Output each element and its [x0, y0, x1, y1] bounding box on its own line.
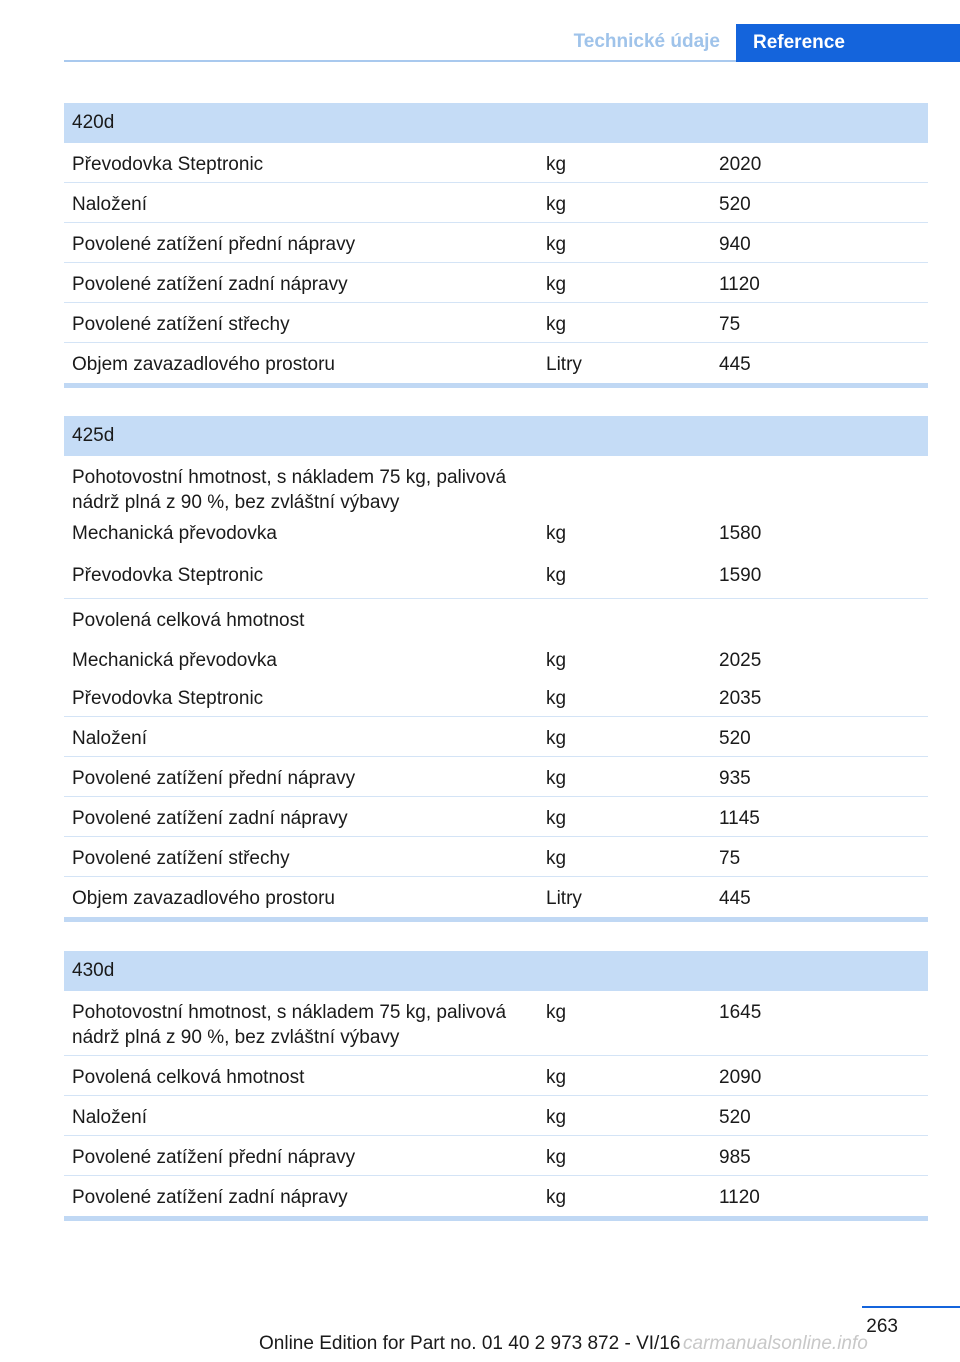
row-label: Naložení: [72, 1107, 147, 1128]
table-row: [64, 223, 928, 263]
row-label: Povolená celková hmotnost: [72, 610, 305, 631]
watermark-text: carmanualsonline.info: [683, 1333, 868, 1354]
row-label: Povolené zatížení přední nápravy: [72, 234, 356, 255]
table-row: [64, 1096, 928, 1136]
row-label: Povolené zatížení střechy: [72, 314, 290, 335]
row-value: 2025: [719, 650, 762, 671]
footer-accent-line: [862, 1306, 960, 1308]
header-tab-reference[interactable]: Reference: [736, 24, 960, 62]
row-unit: kg: [546, 808, 567, 829]
row-unit: kg: [546, 523, 567, 544]
row-value: 2035: [719, 688, 762, 709]
row-unit: kg: [546, 1107, 567, 1128]
page-number: 263: [866, 1316, 898, 1337]
row-label: Pohotovostní hmotnost, s nákladem 75 kg, palivová nádrž plná z 90 %, bez zvláštní výbavy: [72, 467, 507, 513]
row-label: Převodovka Steptronic: [72, 565, 264, 586]
table-title: 420d: [64, 103, 928, 143]
table-row: [64, 343, 928, 383]
row-value: 2090: [719, 1067, 762, 1088]
table-row: [64, 599, 928, 639]
row-label: Naložení: [72, 194, 147, 215]
row-unit: kg: [546, 688, 567, 709]
row-unit: kg: [546, 154, 567, 175]
table-row: [64, 559, 928, 599]
row-label: Pohotovostní hmotnost, s nákladem 75 kg, palivová nádrž plná z 90 %, bez zvláštní výbavy: [72, 1002, 507, 1048]
row-label: Povolené zatížení přední nápravy: [72, 1147, 356, 1168]
row-label: Převodovka Steptronic: [72, 154, 264, 175]
table-title: 430d: [64, 951, 928, 991]
table-row: [64, 797, 928, 837]
row-value: 1145: [719, 808, 760, 829]
table-row: [64, 837, 928, 877]
row-value: 520: [719, 728, 751, 749]
row-label: Povolené zatížení střechy: [72, 848, 290, 869]
row-label: Povolené zatížení přední nápravy: [72, 768, 356, 789]
table-row: [64, 877, 928, 917]
row-unit: kg: [546, 194, 567, 215]
row-unit: kg: [546, 1187, 567, 1208]
row-value: 1645: [719, 1002, 762, 1023]
row-label: Povolené zatížení zadní nápravy: [72, 274, 348, 295]
row-value: 1580: [719, 523, 762, 544]
table-row: [64, 143, 928, 183]
table-row: [64, 303, 928, 343]
table-row: [64, 456, 928, 521]
row-value: 520: [719, 1107, 751, 1128]
row-value: 1590: [719, 565, 762, 586]
header-section-title: Technické údaje: [573, 31, 720, 52]
row-unit: Litry: [546, 888, 582, 909]
row-label: Objem zavazadlového prostoru: [72, 354, 335, 375]
row-unit: Litry: [546, 354, 582, 375]
page-header: [64, 24, 960, 62]
row-label: Převodovka Steptronic: [72, 688, 264, 709]
row-value: 75: [719, 848, 741, 869]
row-unit: kg: [546, 768, 567, 789]
row-unit: kg: [546, 565, 567, 586]
table-row: [64, 991, 928, 1056]
table-row: [64, 717, 928, 757]
row-unit: kg: [546, 234, 567, 255]
table-row: [64, 757, 928, 797]
row-label: Naložení: [72, 728, 147, 749]
row-label: Mechanická převodovka: [72, 650, 277, 671]
row-unit: kg: [546, 650, 567, 671]
row-label: Objem zavazadlového prostoru: [72, 888, 335, 909]
row-value: 1120: [719, 274, 760, 295]
row-unit: kg: [546, 1002, 567, 1023]
spec-table-425d: [64, 416, 928, 922]
table-row: [64, 183, 928, 223]
row-unit: kg: [546, 274, 567, 295]
row-label: Povolené zatížení zadní nápravy: [72, 808, 348, 829]
row-unit: kg: [546, 314, 567, 335]
table-row: [64, 1056, 928, 1096]
row-label: Povolená celková hmotnost: [72, 1067, 305, 1088]
row-label: Povolené zatížení zadní nápravy: [72, 1187, 348, 1208]
table-row: [64, 1136, 928, 1176]
table-title: 425d: [64, 416, 928, 456]
table-row: [64, 263, 928, 303]
row-value: 445: [719, 354, 751, 375]
row-unit: kg: [546, 1147, 567, 1168]
row-value: 2020: [719, 154, 762, 175]
table-row: [64, 639, 928, 677]
row-value: 940: [719, 234, 751, 255]
row-value: 985: [719, 1147, 751, 1168]
row-unit: kg: [546, 848, 567, 869]
edition-note: Online Edition for Part no. 01 40 2 973 872 - VI/16: [259, 1333, 681, 1354]
row-label: Mechanická převodovka: [72, 523, 277, 544]
spec-table-420d: [64, 103, 928, 388]
table-row: [64, 1176, 928, 1216]
row-value: 1120: [719, 1187, 760, 1208]
row-value: 935: [719, 768, 751, 789]
row-unit: kg: [546, 1067, 567, 1088]
row-unit: kg: [546, 728, 567, 749]
table-row: [64, 677, 928, 717]
spec-table-430d: [64, 951, 928, 1221]
row-value: 520: [719, 194, 751, 215]
row-value: 445: [719, 888, 751, 909]
row-value: 75: [719, 314, 741, 335]
table-row: [64, 521, 928, 559]
